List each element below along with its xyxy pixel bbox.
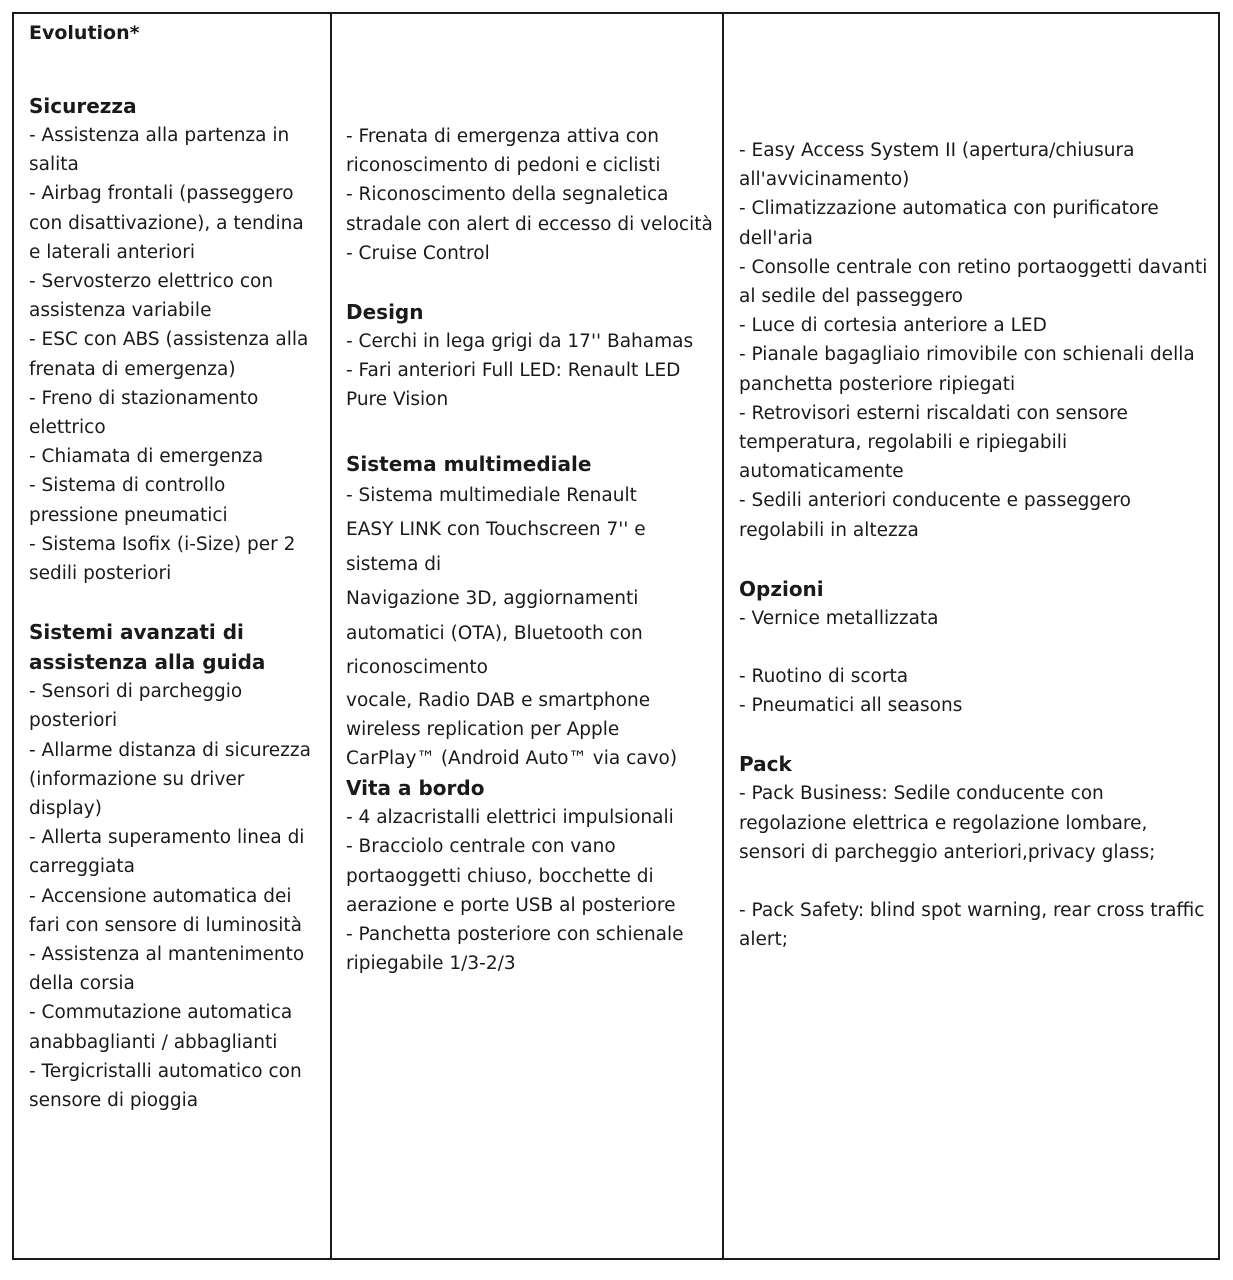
list-item: - Luce di cortesia anteriore a LED <box>739 315 1047 337</box>
list-item: - Airbag frontali (passeggero con disattivazione), a tendina e laterali anteriori <box>29 183 304 263</box>
list-item: - Cerchi in lega grigi da 17'' Bahamas <box>346 331 694 353</box>
list-item: - Frenata di emergenza attiva con riconoscimento di pedoni e ciclisti <box>346 126 661 177</box>
list-item: - Sistema di controllo pressione pneumatici <box>29 475 228 526</box>
trim-title: Evolution* <box>29 22 140 44</box>
list-item: automatici (OTA), Bluetooth con <box>346 622 643 644</box>
list-item: - Freno di stazionamento elettrico <box>29 387 259 439</box>
list-item: - Chiamata di emergenza <box>29 446 264 468</box>
list-item: - Panchetta posteriore con schienale ripiegabile 1/3-2/3 <box>346 924 684 975</box>
heading-multimedia: Sistema multimediale <box>346 451 592 476</box>
heading-vita-a-bordo: Vita a bordo <box>346 776 485 801</box>
list-item: - ESC con ABS (assistenza alla frenata di emergenza) <box>29 329 309 380</box>
column-3 <box>726 14 1218 1258</box>
heading-design: Design <box>346 300 424 325</box>
list-item: - Sistema multimediale Renault <box>346 484 637 506</box>
list-item: - Allerta superamento linea di carreggiata <box>29 827 305 878</box>
list-item: - Pack Business: Sedile conducente con regolazione elettrica e regolazione lombare, sensori di parcheggio anteriori,privacy glass; <box>739 783 1156 863</box>
list-item: - Accensione automatica dei fari con sensore di luminosità <box>29 885 302 936</box>
list-item: EASY LINK con Touchscreen 7'' e <box>346 519 646 541</box>
list-item: - Pack Safety: blind spot warning, rear cross traffic alert; <box>739 900 1205 951</box>
list-item: - Assistenza alla partenza in salita <box>29 125 290 176</box>
list-item: - Sedili anteriori conducente e passeggero regolabili in altezza <box>739 490 1131 541</box>
heading-pack: Pack <box>739 752 792 777</box>
list-item: riconoscimento <box>346 657 488 679</box>
list-item: - Consolle centrale con retino portaoggetti davanti al sedile del passeggero <box>739 256 1208 308</box>
list-item: - Climatizzazione automatica con purificatore dell'aria <box>739 198 1159 249</box>
list-item: - Retrovisori esterni riscaldati con sensore temperatura, regolabili e ripiegabili automaticamente <box>739 402 1128 483</box>
list-item: - Pneumatici all seasons <box>739 695 963 717</box>
list-item: Navigazione 3D, aggiornamenti <box>346 588 639 610</box>
list-item: CarPlay™ (Android Auto™ via cavo) <box>346 748 678 770</box>
column-2 <box>332 14 724 1258</box>
list-item: - Tergicristalli automatico con sensore di pioggia <box>29 1060 302 1112</box>
list-item: - Sensori di parcheggio posteriori <box>29 681 243 732</box>
list-item: - Riconoscimento della segnaletica stradale con alert di eccesso di velocità <box>346 184 713 235</box>
list-item: - Assistenza al mantenimento della corsia <box>29 944 305 995</box>
list-item: - Ruotino di scorta <box>739 666 909 688</box>
list-item: - Pianale bagagliaio rimovibile con schienali della panchetta posteriore ripiegati <box>739 344 1195 395</box>
list-item: - 4 alzacristalli elettrici impulsionali <box>346 807 674 829</box>
column-1 <box>14 14 330 1258</box>
list-item: - Vernice metallizzata <box>739 607 939 629</box>
list-item: - Cruise Control <box>346 242 490 264</box>
list-item: - Sistema Isofix (i-Size) per 2 sedili posteriori <box>29 533 296 585</box>
list-item: - Easy Access System II (apertura/chiusura all'avvicinamento) <box>739 140 1135 191</box>
list-item: wireless replication per Apple <box>346 718 620 740</box>
list-item: - Allarme distanza di sicurezza (informazione su driver display) <box>29 739 311 820</box>
list-item: sistema di <box>346 553 442 575</box>
spec-table <box>12 12 1220 1260</box>
list-item: vocale, Radio DAB e smartphone <box>346 689 651 711</box>
list-item: - Bracciolo centrale con vano portaoggetti chiuso, bocchette di aerazione e porte USB al posteriore <box>346 836 676 916</box>
list-item: - Commutazione automatica anabbaglianti / abbaglianti <box>29 1002 293 1053</box>
list-item: - Servosterzo elettrico con assistenza variabile <box>29 271 274 322</box>
heading-sicurezza: Sicurezza <box>29 94 137 118</box>
heading-adas: Sistemi avanzati di assistenza alla guida <box>29 620 266 675</box>
list-item: - Fari anteriori Full LED: Renault LED Pure Vision <box>346 360 681 411</box>
heading-opzioni: Opzioni <box>739 576 824 601</box>
